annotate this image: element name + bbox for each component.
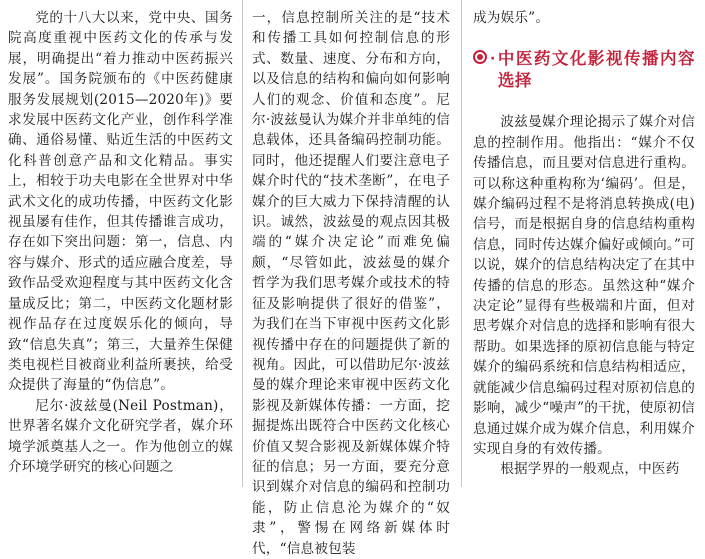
paragraph: 波兹曼媒介理论揭示了媒介对信息的控制作用。他指出：“媒介不仅传播信息，而且要对信息进行重构。可以称这种重构称为‘编码’。但是，媒介编码过程不是将消息转换成(电)信号，而是根据自身的信息结构重构信息，同时传达媒介偏好或倾向。”可以说，媒介的信息结构决定了在其中传播的信息的形态。虽然这种“媒介决定论”显得有些极端和片面，但对思考媒介对信息的选择和影响有很大帮助。如果选择的原初信息能与特定媒介的编码系统和信息结构相适应，就能减少信息编码过程对原初信息的影响，减少“噪声”的干扰，使原初信息通过媒介成为媒介信息，利用媒介实现自身的有效传播。 (473, 114, 695, 457)
paragraph: 一，信息控制所关注的是“技术和传播工具如何控制信息的形式、数量、速度、分布和方向，以及信息的结构和偏向如何影响人们的观念、价值和态度”。尼尔·波兹曼认为媒介并非单纯的信息载体，还具备编码控制功能。同时，他还提醒人们要注意电子媒介时代的“技术垄断”，在电子媒介的巨大威力下保持清醒的认识。诚然，波兹曼的观点因其极端的“媒介决定论”而难免偏颇，“尽管如此，波兹曼的媒介哲学为我们思考媒介或技术的特征及影响提供了很好的借鉴”，为我们在当下审视中医药文化影视传播中存在的问题提供了新的视角。因此，可以借助尼尔·波兹曼的媒介理论来审视中医药文化影视及新媒体传播：一方面，挖掘提炼出既符合中医药文化核心价值又契合影视及新媒体媒介特征的信息；另一方面，要充分意识到媒介对信息的编码和控制功能，防止信息沦为媒介的“奴隶”，警惕在网络新媒体时代，“信息被包装 (252, 10, 450, 557)
paragraph: 党的十八大以来，党中央、国务院高度重视中医药文化的传承与发展，明确提出“着力推动中医药振兴发展”。国务院颁布的《中医药健康服务发展规划(2015—2020年)》要求发展中医药文化产业，创作科学准确、通俗易懂、贴近生活的中医药文化科普创意产品和文化精品。事实上，相较于功夫电影在全世界对中华武术文化的成功传播，中医药文化影视虽屡有佳作，但其传播谁言成功，存在如下突出问题：第一，信息、内容与媒介、形式的适应融合度差，导致作品受欢迎程度与其中医药文化含量成反比；第二，中医药文化题材影视作品存在过度娱乐化的倾向，导致“信息失真”；第三，大量养生保健类电视栏目被商业利益所裹挟，给受众提供了海量的“伪信息”。 (8, 10, 233, 394)
text-column-2 (252, 8, 450, 559)
circle-bullet-icon (473, 50, 487, 64)
column-divider (242, 0, 243, 487)
text-column-1 (8, 8, 233, 477)
paragraph: 成为娱乐”。 (473, 10, 550, 26)
section-heading-text: 中医药文化影视传播内容选择 (497, 49, 695, 91)
section-heading (473, 48, 695, 92)
column-divider (461, 0, 462, 487)
paragraph: 根据学界的一般观点，中医药 (500, 461, 680, 478)
paragraph: 尼尔·波兹曼(Neil Postman)，世界著名媒介文化研究学者，媒介环境学派奠基人之一。作为他创立的媒介环境学研究的核心问题之 (8, 397, 233, 475)
text-column-3 (473, 8, 695, 480)
dot-icon: · (490, 51, 496, 68)
